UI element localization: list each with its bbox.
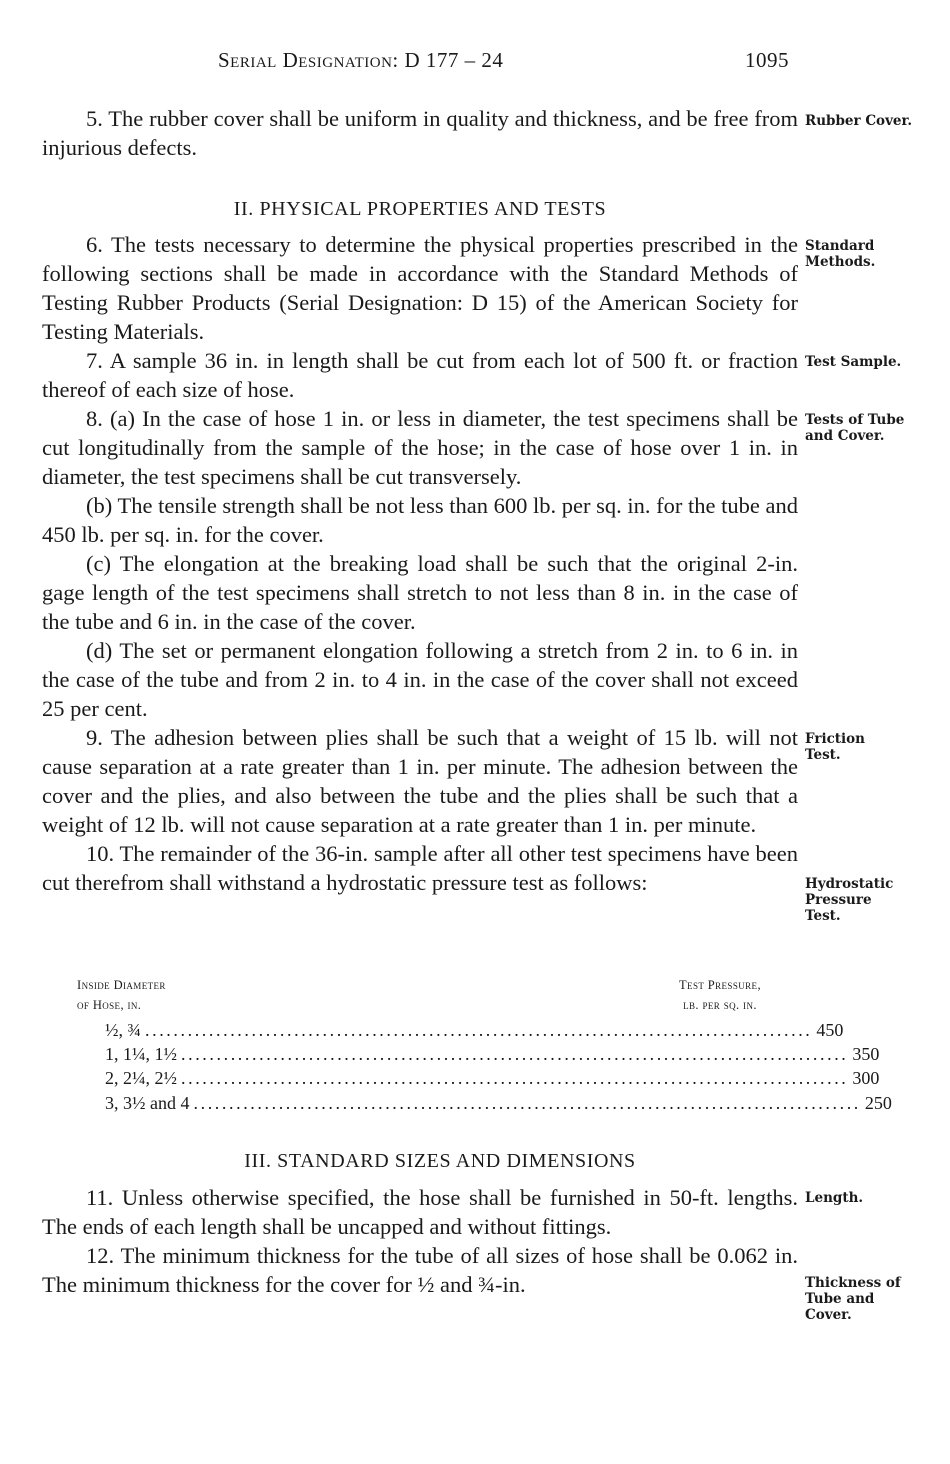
paragraph-10: 10. The remainder of the 36-in. sample after all other test specimens have been cut therefrom shall withstand a hydrostatic pressure test as follows: — [42, 841, 798, 895]
test-pressure: 350 — [852, 1044, 880, 1064]
leader-dots: .............................................................................................. — [193, 1093, 861, 1113]
physical-properties-body — [42, 230, 798, 897]
paragraph-7: 7. A sample 36 in. in length shall be cut from each lot of 500 ft. or fraction thereof of each size of hose. — [42, 348, 798, 402]
table-row — [105, 1020, 844, 1044]
margin-note-test-sample: Test Sample. — [805, 354, 902, 370]
table-row — [105, 1044, 880, 1068]
column-header-line: Inside Diameter — [77, 978, 166, 992]
margin-note-tests-of-tube-and-cover: Tests of Tube and Cover. — [805, 412, 905, 444]
margin-note-length: Length. — [805, 1190, 864, 1206]
table-column-inside-diameter — [77, 975, 277, 1015]
table-column-test-pressure — [650, 975, 790, 1015]
table-row — [105, 1093, 892, 1117]
margin-note-rubber-cover: Rubber Cover. — [805, 113, 913, 129]
test-pressure: 450 — [816, 1020, 844, 1040]
section-5 — [42, 104, 798, 162]
margin-note-hydrostatic-pressure-test: Hydrostatic Pressure Test. — [805, 876, 894, 924]
column-header-line: Test Pressure, — [679, 978, 761, 992]
paragraph-8c: (c) The elongation at the breaking load shall be such that the original 2-in. gage length of the test specimens shall stretch to not less than 8 in. in the case of the tube and 6 in. in the case of the cover. — [42, 551, 798, 634]
margin-note-friction-test: Friction Test. — [805, 731, 865, 763]
margin-note-thickness-of-tube-and-cover: Thickness of Tube and Cover. — [805, 1275, 901, 1323]
paragraph-9: 9. The adhesion between plies shall be such that a weight of 15 lb. will not cause separation at a rate greater than 1 in. per minute. The adhesion between the cover and the plies, and also between the tube and the plies shall be such that a weight of 12 lb. will not cause separation at a rate greater than 1 in. per minute. — [42, 725, 798, 837]
standard-sizes-body — [42, 1183, 798, 1299]
leader-dots: .............................................................................................. — [145, 1020, 813, 1040]
section-heading-physical-properties: II. PHYSICAL PROPERTIES AND TESTS — [233, 198, 607, 220]
page-header — [0, 48, 950, 78]
paragraph-12: 12. The minimum thickness for the tube of all sizes of hose shall be 0.062 in. The minimum thickness for the cover for ½ and ¾-in. — [42, 1243, 798, 1297]
test-pressure: 300 — [852, 1068, 880, 1088]
hose-size: 1, 1¼, 1½ — [105, 1044, 177, 1064]
section-heading-standard-sizes: III. STANDARD SIZES AND DIMENSIONS — [244, 1150, 636, 1172]
paragraph-8a: 8. (a) In the case of hose 1 in. or less in diameter, the test specimens shall be cut longitudinally from the sample of the hose; in the case of hose over 1 in. in diameter, the test specimens shall be cut transversely. — [42, 406, 798, 489]
paragraph-6: 6. The tests necessary to determine the physical properties prescribed in the following sections shall be made in accordance with the Standard Methods of Testing Rubber Products (Serial Designation: D 15) of the American Society for Testing Materials. — [42, 232, 798, 344]
test-pressure: 250 — [864, 1093, 892, 1113]
column-header-line: lb. per sq. in. — [683, 998, 757, 1012]
paragraph-5: 5. The rubber cover shall be uniform in quality and thickness, and be free from injurious defects. — [42, 106, 798, 160]
column-header-line: of Hose, in. — [77, 998, 142, 1012]
paragraph-8b: (b) The tensile strength shall be not less than 600 lb. per sq. in. for the tube and 450 lb. per sq. in. for the cover. — [42, 493, 798, 547]
hose-size: 2, 2¼, 2½ — [105, 1068, 177, 1088]
page-number: 1095 — [745, 48, 789, 72]
hose-size: 3, 3½ and 4 — [105, 1093, 190, 1113]
leader-dots: .............................................................................................. — [181, 1068, 849, 1088]
paragraph-8d: (d) The set or permanent elongation following a stretch from 2 in. to 6 in. in the case of the tube and from 2 in. to 4 in. in the case of the cover shall not exceed 25 per cent. — [42, 638, 798, 721]
table-row — [105, 1068, 880, 1092]
serial-designation-title: Serial Designation: D 177 – 24 — [218, 48, 504, 72]
leader-dots: .............................................................................................. — [181, 1044, 849, 1064]
paragraph-11: 11. Unless otherwise specified, the hose shall be furnished in 50-ft. lengths. The ends of each length shall be uncapped and without fittings. — [42, 1185, 798, 1239]
margin-note-standard-methods: Standard Methods. — [805, 238, 876, 270]
hose-size: ½, ¾ — [105, 1020, 141, 1040]
